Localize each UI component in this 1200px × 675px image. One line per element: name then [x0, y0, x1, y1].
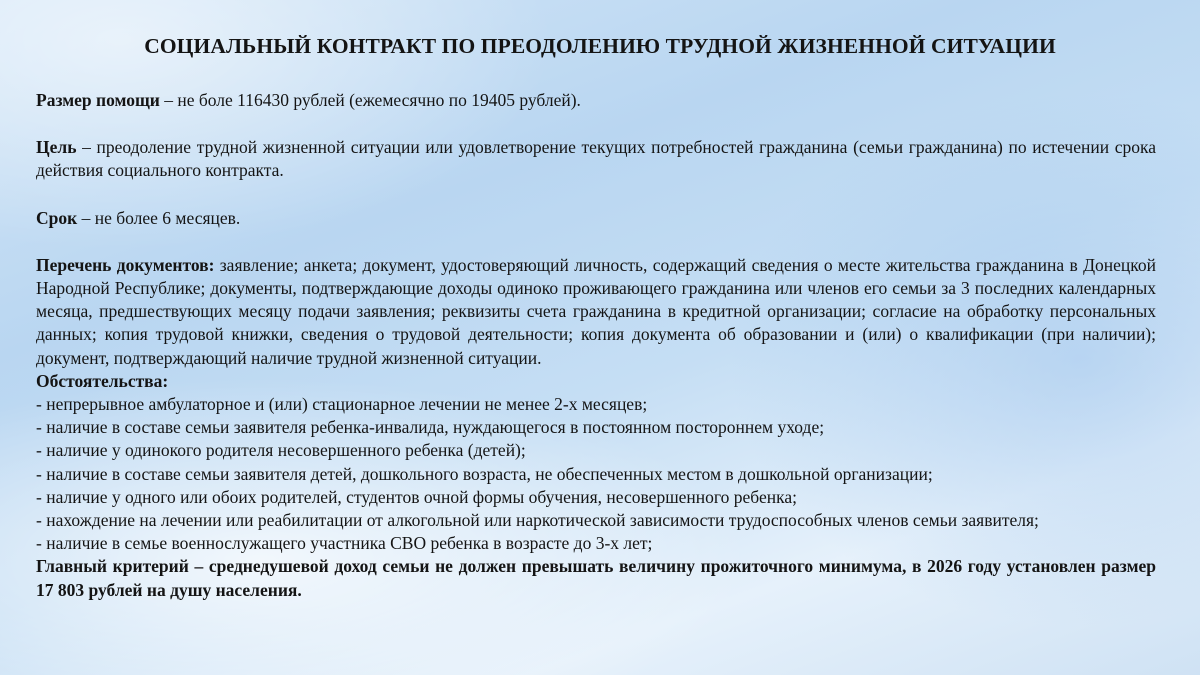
documents-paragraph	[36, 254, 1156, 370]
goal-label: Цель	[36, 137, 77, 158]
goal-paragraph	[36, 136, 1156, 182]
main-criterion-text: Главный критерий – среднедушевой доход семьи не должен превышать величину прожиточного минимума, в 2026 году установлен размер 17 803 рублей на душу населения.	[36, 556, 1156, 600]
circumstance-item: - нахождение на лечении или реабилитации от алкогольной или наркотической зависимости трудоспособных членов семьи заявителя;	[36, 510, 1039, 531]
slide-content	[36, 89, 1156, 602]
documents-text: заявление; анкета; документ, удостоверяющий личность, содержащий сведения о месте жительства гражданина в Донецкой Народной Республике; документы, подтверждающие доходы одиноко проживающего гражданина или членов его семьи за 3 последних календарных месяца, предшествующих месяцу подачи заявления; реквизиты счета гражданина в кредитной организации; согласие на обработку персональных данных; копия трудовой книжки, сведения о трудовой деятельности; копия документа об образовании и (или) о квалификации (при наличии); документ, подтверждающий наличие трудной жизненной ситуации.	[36, 254, 1156, 368]
circumstance-item: - наличие в семье военнослужащего участника СВО ребенка в возрасте до 3-х лет;	[36, 533, 653, 554]
circumstances-label: Обстоятельства:	[36, 370, 169, 391]
term-label: Срок	[36, 207, 78, 228]
aid-size-text: – не боле 116430 рублей (ежемесячно по 19405 рублей).	[159, 90, 581, 110]
slide-title: СОЦИАЛЬНЫЙ КОНТРАКТ ПО ПРЕОДОЛЕНИЮ ТРУДНОЙ ЖИЗНЕННОЙ СИТУАЦИИ	[144, 34, 1056, 58]
circumstances-heading	[36, 370, 1156, 393]
circumstance-item: - непрерывное амбулаторное и (или) стационарное лечении не менее 2-х месяцев;	[36, 394, 648, 415]
goal-text: – преодоление трудной жизненной ситуации или удовлетворение текущих потребностей гражданина (семьи гражданина) по истечении срока действия социального контракта.	[36, 137, 1156, 181]
circumstance-item: - наличие у одного или обоих родителей, студентов очной формы обучения, несовершенного ребенка;	[36, 486, 797, 507]
circumstance-item: - наличие в составе семьи заявителя детей, дошкольного возраста, не обеспеченных местом в дошкольной организации;	[36, 463, 933, 484]
term-paragraph	[36, 207, 1156, 230]
documents-label: Перечень документов:	[36, 254, 215, 275]
aid-size-paragraph	[36, 89, 1156, 112]
term-text: – не более 6 месяцев.	[77, 207, 241, 228]
aid-size-label: Размер помощи	[36, 90, 160, 110]
circumstance-item: - наличие в составе семьи заявителя ребенка-инвалида, нуждающегося в постоянном постороннем уходе;	[36, 417, 825, 438]
circumstance-item: - наличие у одинокого родителя несовершенного ребенка (детей);	[36, 440, 526, 461]
main-criterion	[36, 555, 1156, 601]
